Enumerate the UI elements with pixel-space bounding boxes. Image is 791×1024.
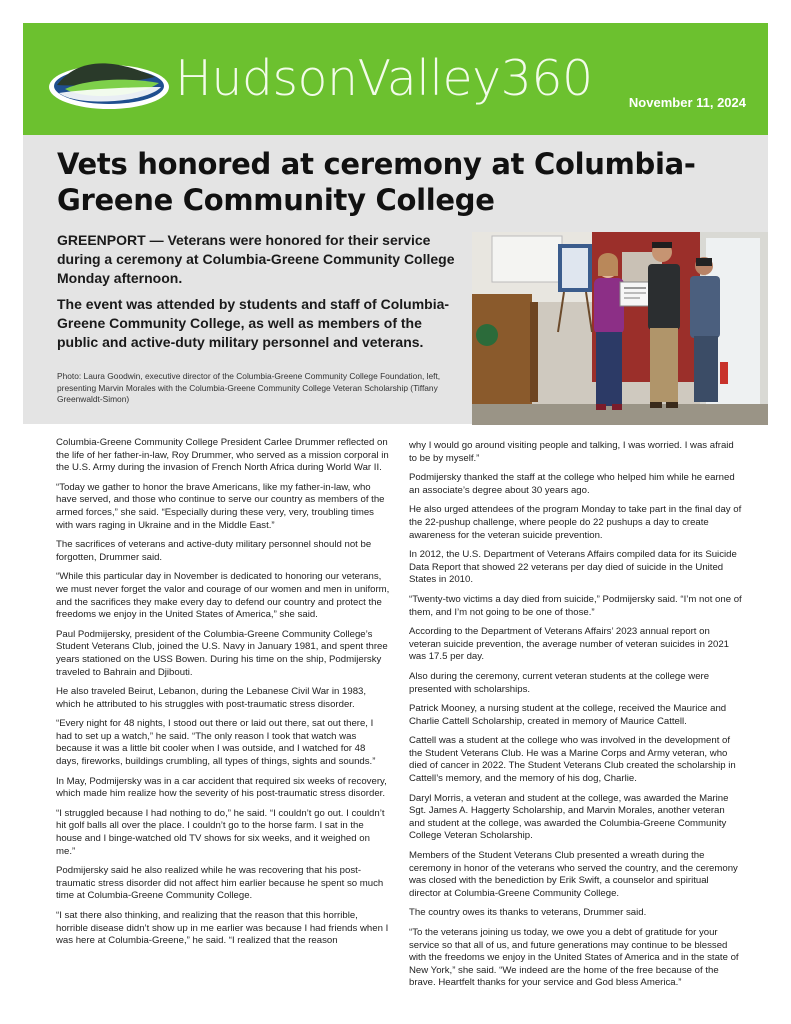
headline: Vets honored at ceremony at Columbia-Greene Community College — [57, 147, 696, 217]
body-paragraph: Patrick Mooney, a nursing student at the college, received the Maurice and Charlie Cattell Scholarship, created in memory of Maurice Cattell. — [409, 703, 727, 727]
body-paragraph: Also during the ceremony, current veteran students at the college were presented with scholarships. — [409, 670, 710, 695]
body-paragraph: In May, Podmijersky was in a car accident that required six weeks of recovery, which made him realize how the severity of his post-traumatic stress disorder. — [56, 775, 387, 800]
body-paragraph: “Today we gather to honor the brave Americans, like my father-in-law, who have served, and those who continue to serve our country as members of the armed forces,” she said. “Especially during these very, very, troubling times with wars raging in Ukraine and in the Middle East.” — [56, 481, 385, 531]
body-paragraph: Paul Podmijersky, president of the Columbia-Greene Community College’s Student Veterans Club, joined the U.S. Navy in January 1981, and spent three years stationed on the USS Bowen. During his time on the ship, Podmijersky traveled to Bahrain and Djibouti. — [56, 628, 388, 678]
body-paragraph: Podmijersky said he also realized while he was recovering that his post-traumatic stress disorder did not affect him earlier because he spent so much time at Columbia-Greene Community College. — [56, 865, 384, 902]
body-paragraph: “Twenty-two victims a day died from suicide,” Podmijersky said. “I’m not one of them, and I’m not going to be one of those.” — [409, 593, 742, 618]
article-column-left — [56, 437, 390, 955]
body-paragraph: “I sat there also thinking, and realizing that the reason that this horrible, horrible disease didn’t show up in me earlier was because I had friends when I was here at Columbia-Greene,” he said. “I realized that the reason — [56, 910, 389, 947]
hills-logo-icon — [47, 53, 171, 111]
photo-caption: Photo: Laura Goodwin, executive director of the Columbia-Greene Community College Foundation, left, presenting Marvin Morales with the Columbia-Greene Community College Veteran Scholarship (Tiffany Greenwaldt-Simon) — [57, 371, 441, 404]
body-paragraph: “To the veterans joining us today, we owe you a debt of gratitude for your service so that all of us, and future generations may continue to be blessed with the freedoms we enjoy in the United States of America and in the state of New York,” she said. “We indeed are the home of the free because of the brave. Heartfelt thanks for your service and God bless America.” — [409, 927, 739, 989]
body-paragraph: The sacrifices of veterans and active-duty military personnel should not be forgotten, Drummer said. — [56, 539, 372, 563]
body-paragraph: The country owes its thanks to veterans, Drummer said. — [409, 907, 647, 919]
body-paragraph: Daryl Morris, a veteran and student at the college, was awarded the Marine Sgt. James A. Haggerty Scholarship, and Marvin Morales, another veteran and student at the college, was awarded the Columbia-Greene Community College Veteran Scholarship. — [409, 792, 729, 842]
body-paragraph: “I struggled because I had nothing to do,” he said. “I couldn’t go out. I couldn’t hit golf balls all over the place. I couldn’t go to the horse farm. I sat in the house and I binge-watched old TV shows for six weeks, and it weighed on me.” — [56, 807, 385, 857]
body-paragraph: Podmijersky thanked the staff at the college who helped him while he earned an associate’s degree about 30 years ago. — [409, 472, 735, 496]
body-paragraph: “While this particular day in November is dedicated to honoring our veterans, we must never forget the valor and courage of our women and men in uniform, and the sacrifices they make every day to defend our country and protect the freedoms we enjoy in the United States of America,” she said. — [56, 571, 390, 621]
ceremony-photo — [472, 232, 768, 425]
body-paragraph: Cattell was a student at the college who was involved in the development of the Student Veterans Club. He was a Marine Corps and Army veteran, who died of cancer in 2022. The Student Veterans Club created the scholarship in Cattell’s memory, and the memory of his dog, Charlie. — [409, 735, 736, 785]
lede-paragraph: The event was attended by students and staff of Columbia-Greene Community College, as well as members of the public and active-duty military personnel and veterans. — [57, 296, 450, 350]
body-paragraph: According to the Department of Veterans Affairs’ 2023 annual report on veteran suicide prevention, the average number of veteran suicides in 2021 was 17.5 per day. — [409, 626, 729, 663]
masthead — [23, 23, 768, 135]
lede-paragraph: GREENPORT — Veterans were honored for their service during a ceremony at Columbia-Greene Community College Monday afternoon. — [57, 232, 455, 286]
brand-name[interactable]: HudsonValley360 — [175, 50, 593, 107]
publication-date: November 11, 2024 — [628, 95, 746, 110]
body-paragraph: “Every night for 48 nights, I stood out there or laid out there, sat out there, I had to set up a watch,” he said. “The only reason I took that watch was because it was a little bit cooler when I was outside, and I watched for 48 days, fireworks, buildings crumbling, all types of things, sights and sounds.” — [56, 718, 376, 768]
body-paragraph: He also traveled Beirut, Lebanon, during the Lebanese Civil War in 1983, which he attributed to his struggles with post-traumatic stress disorder. — [56, 686, 367, 710]
body-paragraph: He also urged attendees of the program Monday to take part in the final day of the 22-pushup challenge, where people do 22 pushups a day to create awareness for the veteran suicide prevention. — [409, 504, 742, 541]
body-paragraph: why I would go around visiting people and talking, I was worried. I was afraid to be by myself.” — [409, 440, 734, 464]
body-paragraph: Columbia-Greene Community College President Carlee Drummer reflected on the life of her father-in-law, Roy Drummer, who served as a mission corporal in the U.S. Army during the invasion of French North Africa during World War II. — [56, 437, 389, 474]
article-column-right — [409, 440, 743, 997]
body-paragraph: In 2012, the U.S. Department of Veterans Affairs compiled data for its Suicide Data Report that showed 22 veterans per day died of suicide in the United States in 2010. — [409, 549, 737, 586]
body-paragraph: Members of the Student Veterans Club presented a wreath during the ceremony in honor of the veterans who served the country, and the ceremony was closed with the benediction by Erik Swift, a counselor and spiritual director at Columbia-Greene Community College. — [409, 850, 738, 899]
